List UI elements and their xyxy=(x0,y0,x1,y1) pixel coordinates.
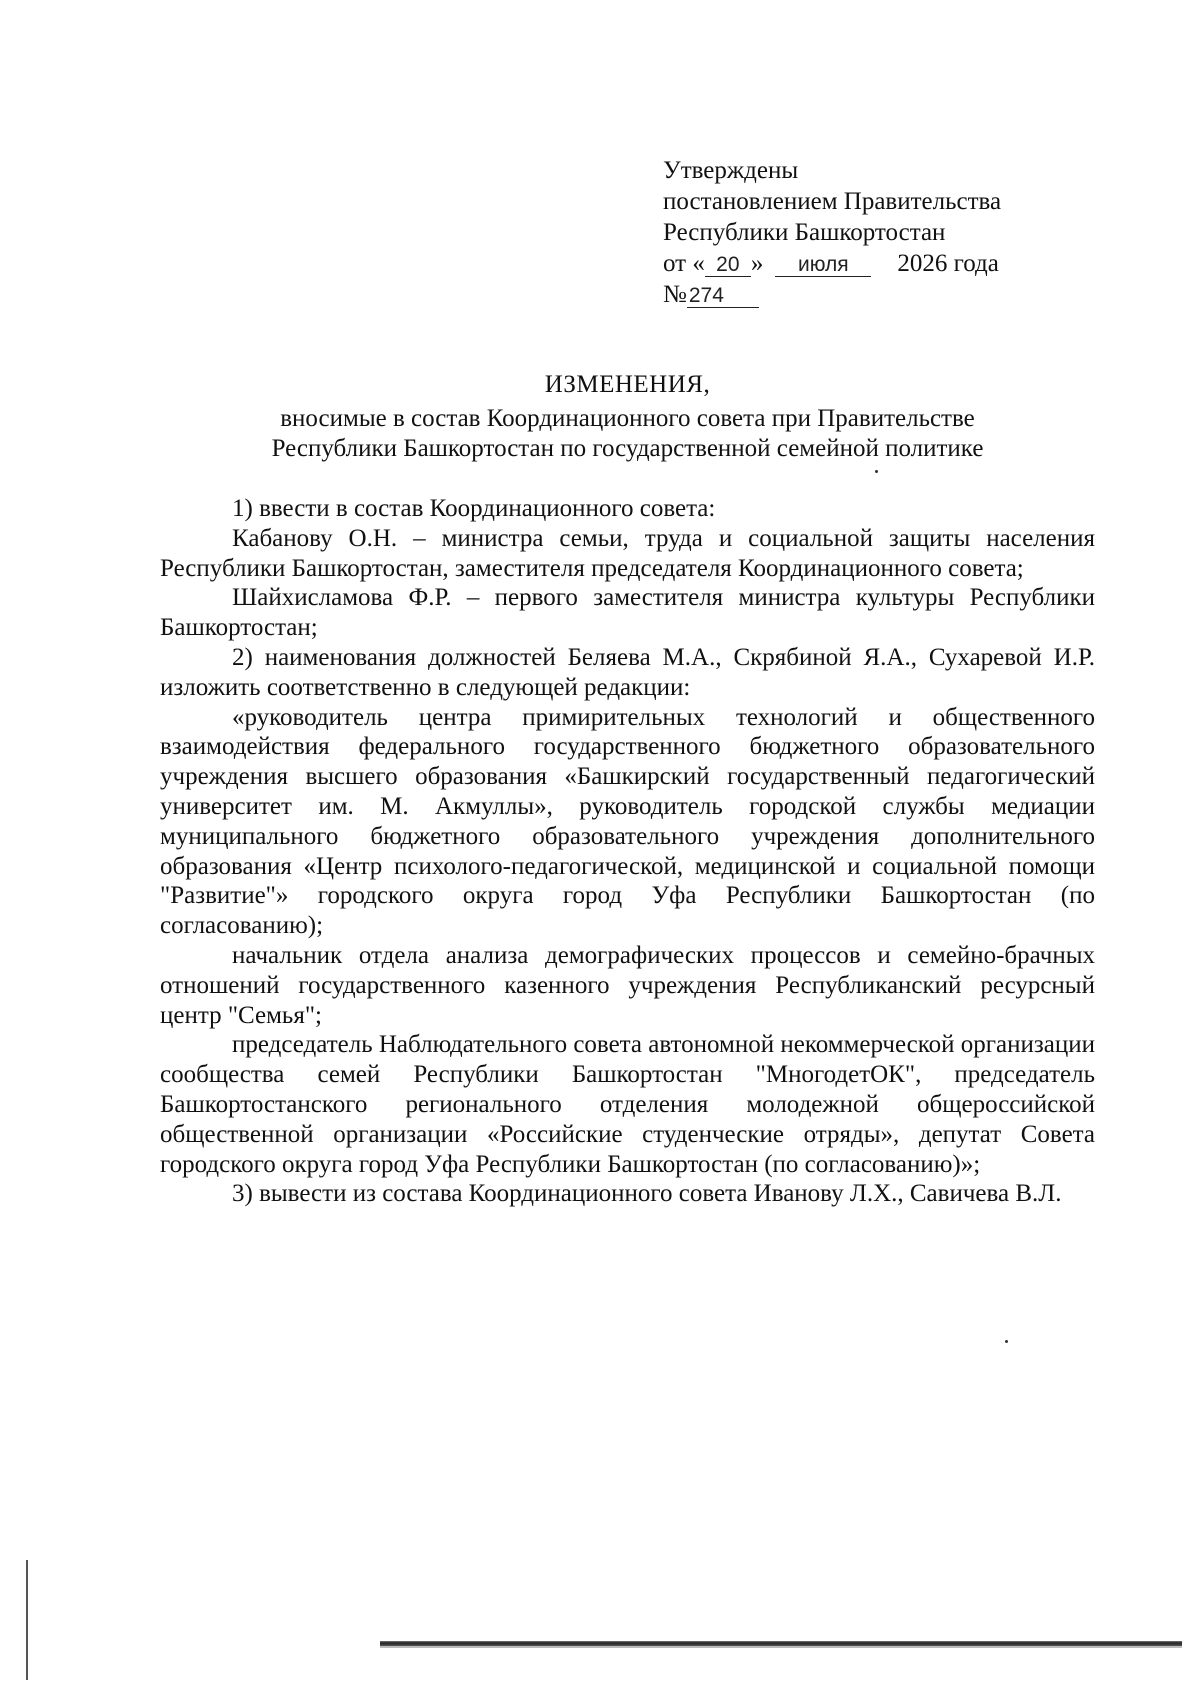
paragraph-5: «руководитель центра примирительных технологий и общественного взаимодействия федерального государственного бюджетного образовательного учреждения высшего образования «Башкирский государственный педагогический университет им. М. Акмуллы», руководитель городской службы медиации муниципального бюджетного образовательного учреждения дополнительного образования «Центр психолого-педагогической, медицинской и социальной помощи "Развитие"» городского округа город Уфа Республики Башкортостан (по согласованию); xyxy=(160,703,1095,940)
approval-number-line xyxy=(663,279,1093,310)
scan-edge-bottom-shadow xyxy=(380,1646,1182,1648)
date-prefix: от « xyxy=(663,250,705,277)
approval-line-resolution: постановлением Правительства xyxy=(663,188,1002,215)
paragraph-6: начальник отдела анализа демографических процессов и семейно-брачных отношений государственного казенного учреждения Республиканский ресурсный центр "Семья"; xyxy=(160,941,1095,1029)
title-subtitle-line-2: Республики Башкортостан по государственной семейной политике xyxy=(271,435,984,462)
scan-speck xyxy=(1005,1340,1008,1343)
paragraph-8: 3) вывести из состава Координационного совета Иванову Л.Х., Савичева В.Л. xyxy=(232,1180,1062,1208)
date-month: июля xyxy=(775,254,871,277)
paragraph-4: 2) наименования должностей Беляева М.А., Скрябиной Я.А., Сухаревой И.Р. изложить соответственно в следующей редакции: xyxy=(160,643,1095,701)
document-body xyxy=(160,494,1095,1209)
scan-speck xyxy=(875,470,878,473)
approval-date-line xyxy=(663,248,1093,279)
paragraph-7: председатель Наблюдательного совета автономной некоммерческой организации сообщества семей Республики Башкортостан "МногодетОК", председатель Башкортостанского регионального отделения молодежной общероссийской общественной организации «Российские студенческие отряды», депутат Совета городского округа город Уфа Республики Башкортостан (по согласованию)»; xyxy=(160,1031,1095,1178)
document-title xyxy=(160,370,1095,464)
paragraph-3: Шайхисламова Ф.Р. – первого заместителя министра культуры Республики Башкортостан; xyxy=(160,584,1095,642)
paragraph-2: Кабанову О.Н. – министра семьи, труда и социальной защиты населения Республики Башкортостан, заместителя председателя Координационного совета; xyxy=(160,524,1095,582)
document-number: 274 xyxy=(687,285,759,308)
approval-block xyxy=(663,155,1093,310)
date-day: 20 xyxy=(705,254,751,277)
date-mid: » xyxy=(750,250,764,277)
number-prefix: № xyxy=(663,281,687,308)
date-year: 2026 года xyxy=(897,250,999,277)
paragraph-1: 1) ввести в состав Координационного совета: xyxy=(232,495,716,522)
scan-edge-left xyxy=(26,1560,28,1680)
title-subtitle-line-1: вносимые в состав Координационного совета при Правительстве xyxy=(280,405,975,432)
approval-line-republic: Республики Башкортостан xyxy=(663,219,946,246)
approval-line-approved: Утверждены xyxy=(663,157,799,184)
title-main: ИЗМЕНЕНИЯ, xyxy=(544,371,711,398)
